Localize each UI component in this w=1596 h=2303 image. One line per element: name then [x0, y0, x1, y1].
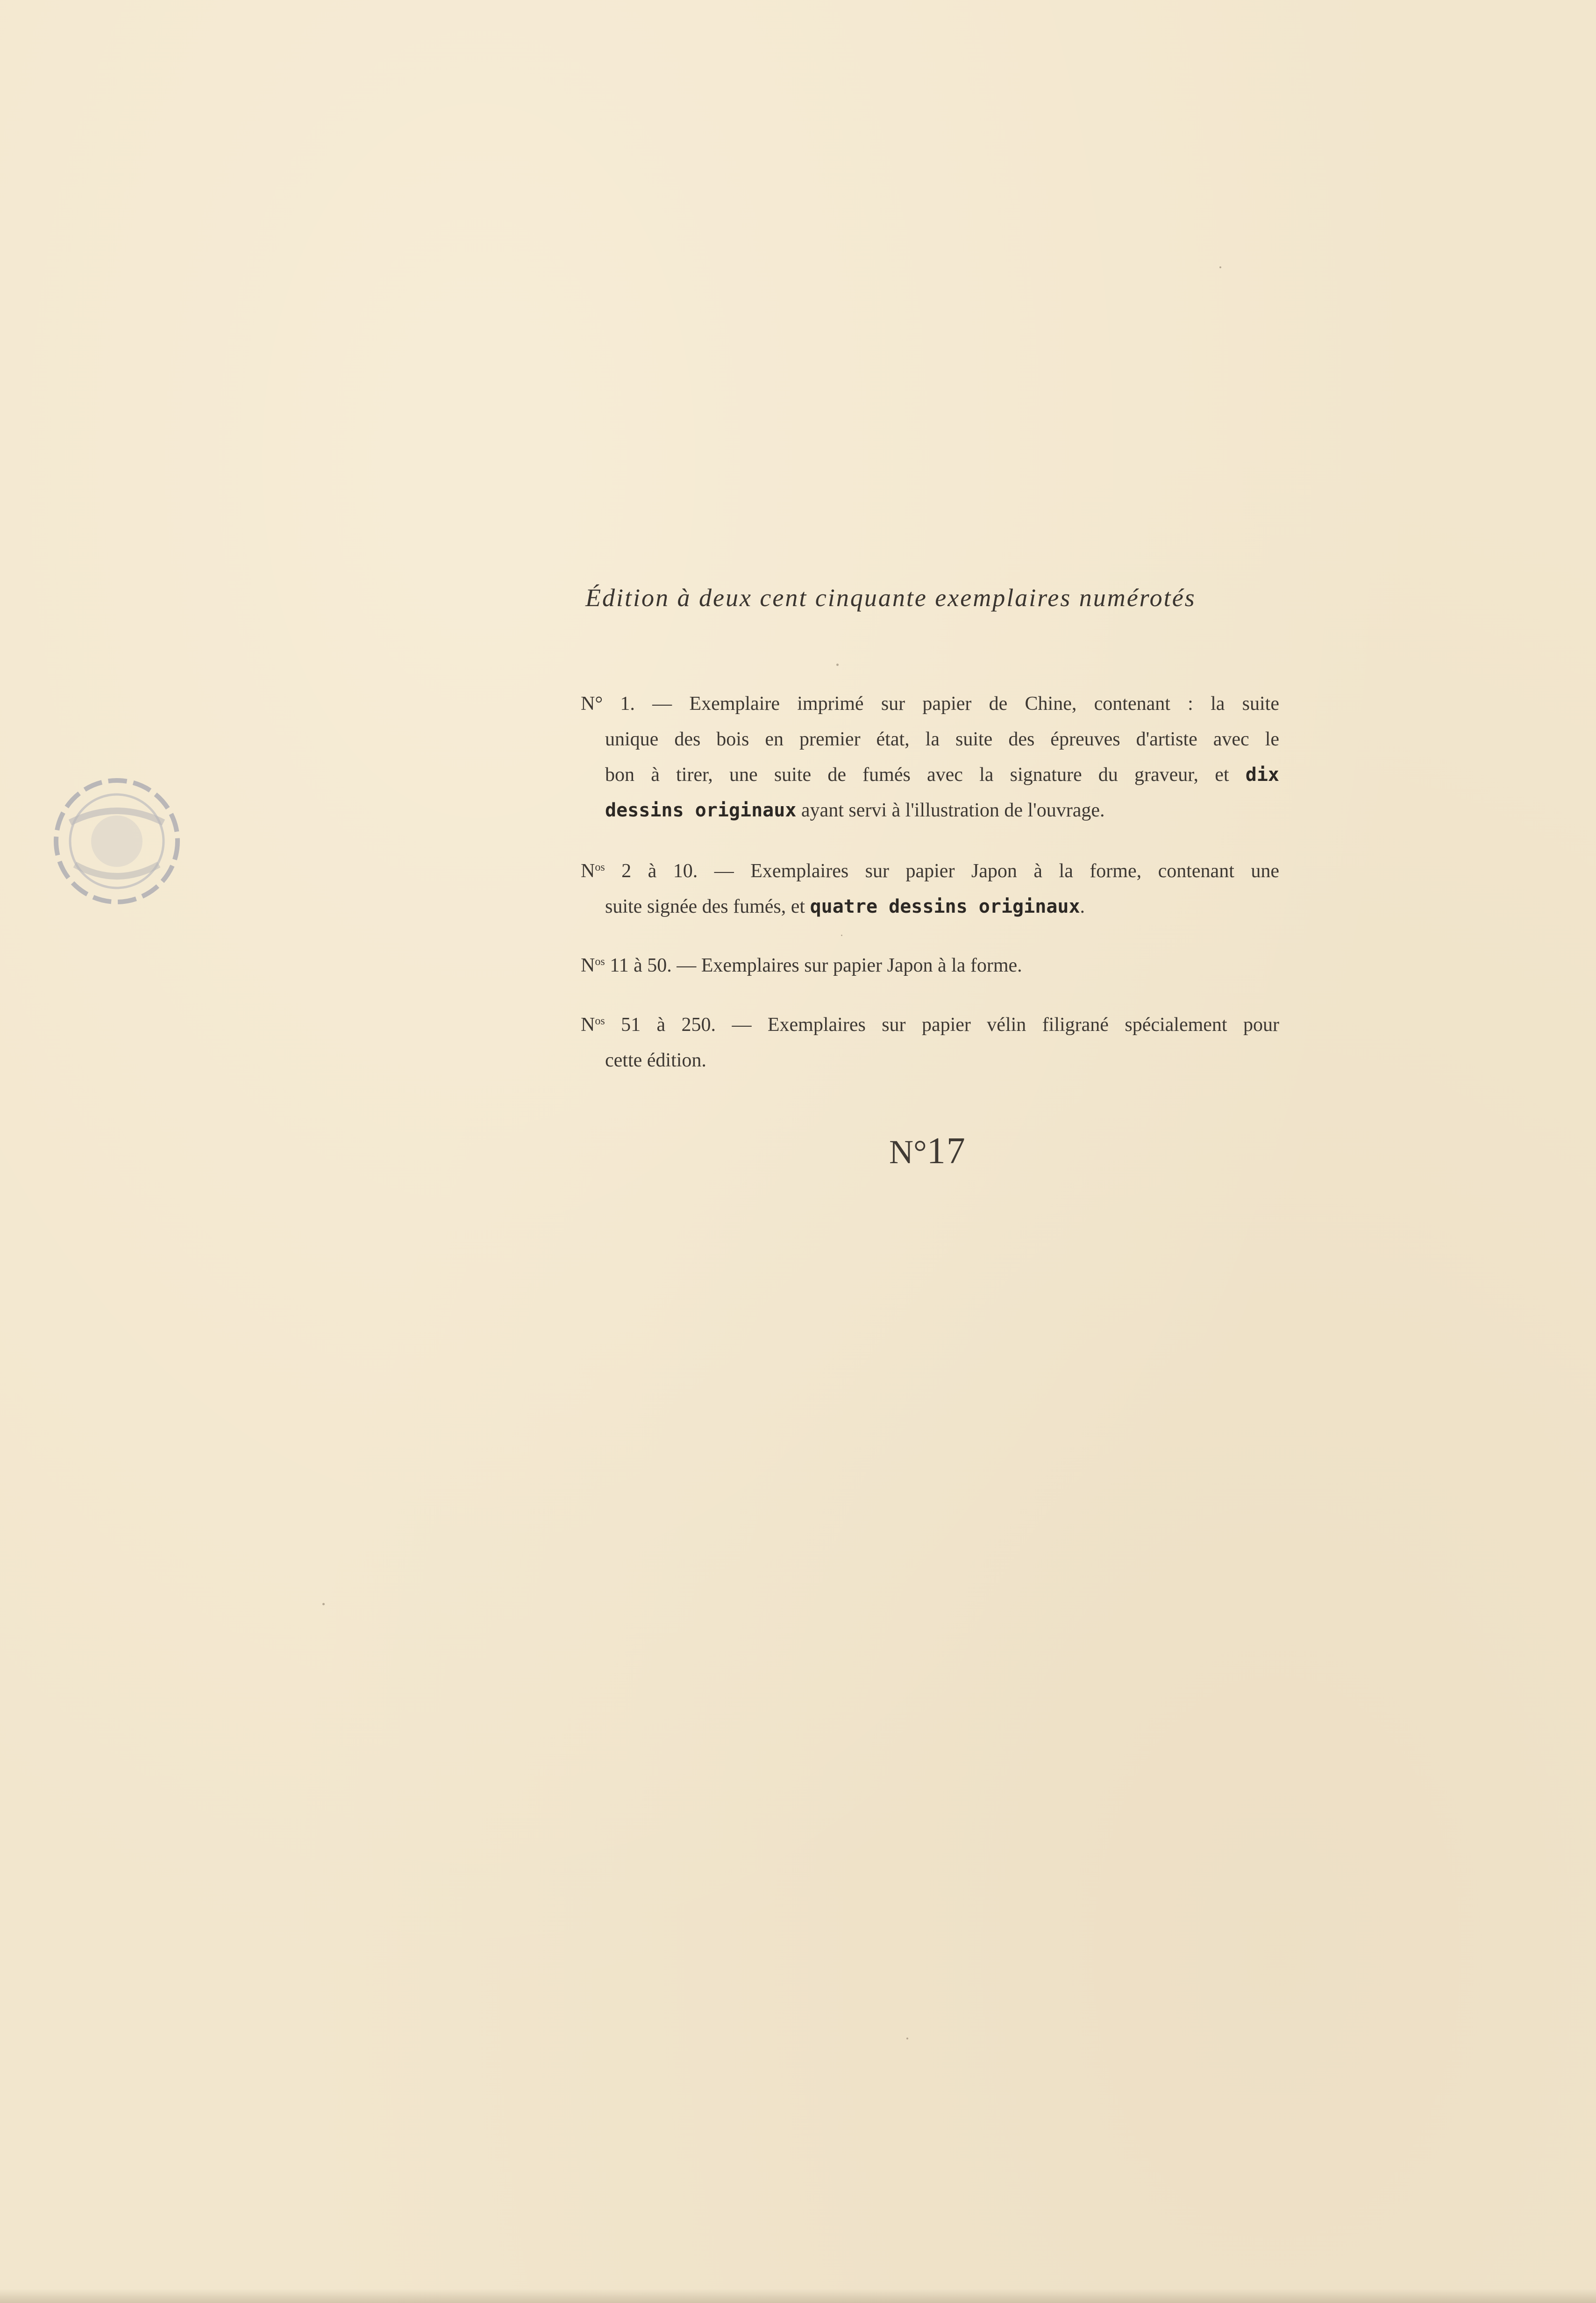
entry-line: [581, 722, 1279, 757]
entry-line: [581, 1003, 1279, 1043]
number-superscript: os: [595, 1015, 605, 1027]
entry-text: .: [1080, 896, 1085, 917]
entry-text: cette édition.: [605, 1050, 706, 1071]
entry-text: bon à tirer, une suite de fumés avec la signature du graveur, et: [605, 764, 1246, 786]
entry-line: [581, 889, 1279, 924]
copy-number: [889, 1130, 966, 1173]
entry-line: [581, 793, 1279, 828]
library-stamp: [42, 766, 192, 916]
entry-text: ayant servi à l'illustration de l'ouvrage.: [796, 800, 1105, 821]
entry-text: 2 à 10. — Exemplaires sur papier Japon à la forme, contenant une: [605, 860, 1279, 882]
number-superscript: os: [595, 956, 605, 968]
entry-text: 11 à 50. — Exemplaires sur papier Japon à la forme.: [605, 955, 1022, 976]
bold-phrase: dix: [1245, 764, 1279, 786]
edition-heading: Édition à deux cent cinquante exemplaires numérotés: [585, 584, 1196, 612]
entry-line: [581, 850, 1279, 889]
number-prefix: N: [581, 955, 595, 976]
bold-phrase: dessins originaux: [605, 800, 797, 821]
justification-entry-2: [581, 850, 1279, 924]
justification-entry-3: [581, 944, 1279, 983]
copy-number-digits: 17: [926, 1130, 966, 1172]
number-prefix: N: [581, 860, 595, 882]
entry-text: N° 1. — Exemplaire imprimé sur papier de Chine, contenant : la suite: [581, 693, 1279, 715]
number-prefix: N: [581, 1014, 595, 1036]
copy-number-prefix: N°: [889, 1133, 927, 1171]
entry-text: unique des bois en premier état, la suite des épreuves d'artiste avec le: [605, 729, 1279, 750]
entry-line: [581, 1043, 1279, 1078]
page-edge-shadow: [0, 2289, 1596, 2303]
justification-entry-4: [581, 1003, 1279, 1078]
entry-text: suite signée des fumés, et: [605, 896, 810, 917]
entry-line: [581, 757, 1279, 793]
justification-entry-1: [581, 686, 1279, 828]
bold-phrase: quatre dessins originaux: [810, 896, 1080, 917]
number-superscript: os: [595, 861, 605, 873]
entry-text: 51 à 250. — Exemplaires sur papier vélin filigrané spécialement pour: [605, 1014, 1279, 1036]
entry-line: [581, 944, 1279, 983]
entry-line: [581, 686, 1279, 722]
